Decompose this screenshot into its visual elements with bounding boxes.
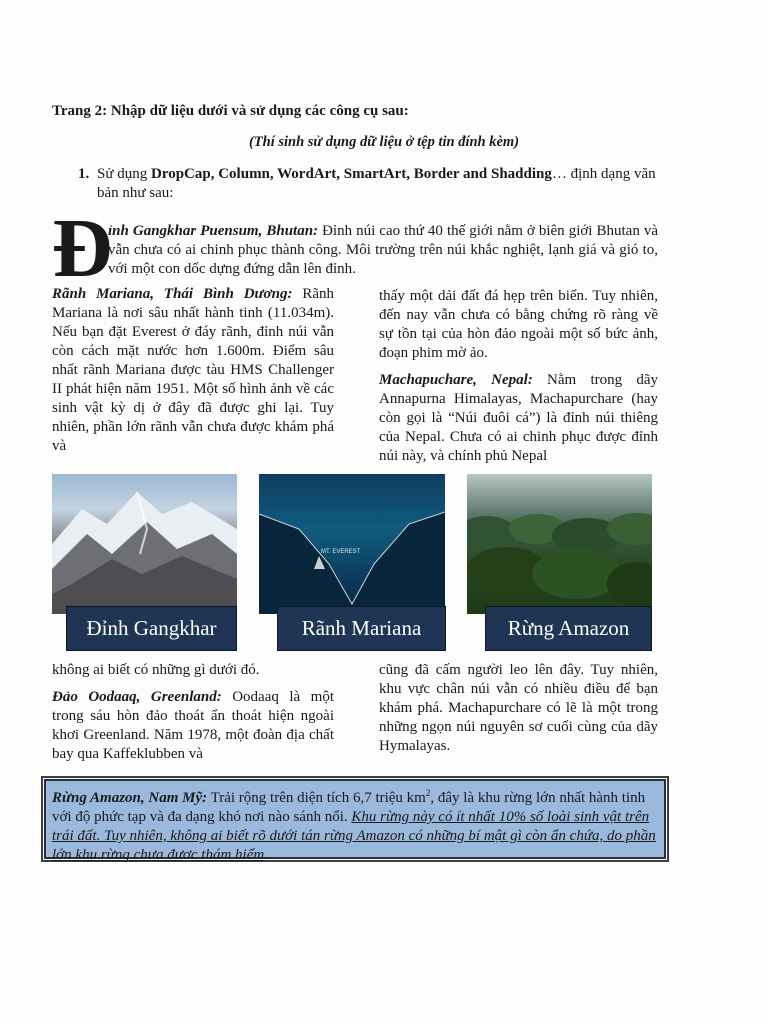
item-number: 1. bbox=[78, 166, 90, 182]
column-left-bottom bbox=[52, 661, 334, 772]
mariana-caption: Rãnh Mariana bbox=[277, 606, 446, 651]
amazon-caption: Rừng Amazon bbox=[485, 606, 652, 651]
tool-list: DropCap, Column, WordArt, SmartArt, Border and Shadding bbox=[150, 166, 552, 182]
machapuchare-lead: Machapuchare, Nepal: bbox=[379, 372, 533, 388]
numbered-instruction bbox=[78, 165, 663, 203]
gangkhar-lead: ỉnh Gangkhar Puensum, Bhutan: bbox=[108, 223, 319, 239]
everest-label: MT. EVEREST bbox=[321, 549, 361, 555]
gangkhar-photo bbox=[52, 474, 237, 614]
amazon-underlined-text: Khu rừng này có ít nhất 10% số loài sinh vật trên trái đất. Tuy nhiên, không ai biết rõ dưới tán rừng Amazon có những bí mật gì còn ẩn chứa, do phần lớn khu rừng chưa được thám hiểm bbox=[52, 809, 656, 863]
amazon-bordered-box bbox=[44, 779, 666, 863]
gangkhar-caption: Đỉnh Gangkhar bbox=[66, 606, 237, 651]
page-heading: Trang 2: Nhập dữ liệu dưới và sử dụng các công cụ sau: bbox=[52, 103, 409, 119]
oodaaq-lead: Đảo Oodaaq, Greenland: bbox=[52, 689, 222, 705]
drop-cap: Đ bbox=[52, 202, 113, 295]
amazon-text-2: , đây là khu rừng lớn nhất hành tinh với độ phức tạp và đa dạng khó nơi nào sánh nổi. bbox=[52, 790, 646, 825]
mariana-paragraph bbox=[52, 285, 334, 456]
instruction-pre: Sử dụng bbox=[97, 166, 151, 182]
instruction-post: … định dạng văn bản như sau: bbox=[97, 166, 656, 201]
column-left-top bbox=[52, 285, 334, 464]
oodaaq-continuation: thấy một dải đất đá hẹp trên biển. Tuy nhiên, đến nay vẫn chưa có bằng chứng rõ ràng về sự tồn tại của hòn đảo ngoài một số bức ảnh, đoạn phim mờ ảo. bbox=[379, 288, 658, 361]
amazon-lead: Rừng Amazon, Nam Mỹ: bbox=[52, 790, 208, 806]
machapuchare-text: Nằm trong dãy Annapurna Himalayas, Machapurchare (hay còn gọi là “Núi đuôi cá”) là đỉnh núi thiêng của Nepal. Chưa có ai chinh phục được đỉnh núi này, và chính phủ Nepal bbox=[379, 372, 658, 464]
forest-illustration bbox=[467, 474, 652, 614]
column-right-bottom bbox=[379, 661, 658, 764]
column-right-top bbox=[379, 287, 658, 474]
amazon-end: . bbox=[264, 847, 268, 863]
instruction-text bbox=[97, 165, 663, 203]
mountain-illustration bbox=[52, 474, 237, 614]
amazon-photo bbox=[467, 474, 652, 614]
mariana-continuation: không ai biết có những gì dưới đó. bbox=[52, 662, 260, 678]
amazon-text-1: Trải rộng trên diện tích 6,7 triệu km bbox=[207, 790, 426, 806]
mariana-photo bbox=[259, 474, 445, 614]
oodaaq-text: Oodaaq là một trong sáu hòn đảo thoát ẩn thoát hiện ngoài khơi Greenland. Năm 1978, một đoàn địa chất bay qua Kaffeklubben và bbox=[52, 689, 335, 762]
mariana-lead: Rãnh Mariana, Thái Bình Dương: bbox=[52, 286, 293, 302]
intro-paragraph bbox=[108, 222, 658, 279]
area-superscript: 2 bbox=[425, 788, 431, 798]
mariana-text: Rãnh Mariana là nơi sâu nhất hành tinh (11.034m). Nếu bạn đặt Everest ở đáy rãnh, đỉnh núi vẫn còn cách mặt nước hơn 1.600m. Điểm sâu nhất rãnh Mariana được tàu HMS Challenger II phát hiện năm 1951. Một số hình ảnh về các sinh vật kỳ dị ở đây đã được ghi lại. Tuy nhiên, phần lớn rãnh vẫn chưa được khám phá và bbox=[52, 286, 334, 454]
machapuchare-paragraph bbox=[379, 371, 658, 466]
machapuchare-continuation: cũng đã cấm người leo lên đây. Tuy nhiên, khu vực chân núi vẫn có nhiều điều để bạn khám phá. Machapurchare có lẽ là một trong những ngọn núi nguyên sơ cuối cùng của dãy Hymalayas. bbox=[379, 662, 658, 754]
oodaaq-paragraph bbox=[52, 688, 334, 764]
trench-illustration bbox=[259, 474, 445, 614]
instruction-subheading: (Thí sinh sử dụng dữ liệu ở tệp tin đính kèm) bbox=[248, 134, 520, 150]
gangkhar-text: Đỉnh núi cao thứ 40 thế giới nằm ở biên giới Bhutan và vẫn chưa có ai chinh phục thành công. Môi trường trên núi khắc nghiệt, lạnh giá và gió to, với một con dốc dựng đứng dẫn lên đỉnh. bbox=[108, 223, 658, 277]
